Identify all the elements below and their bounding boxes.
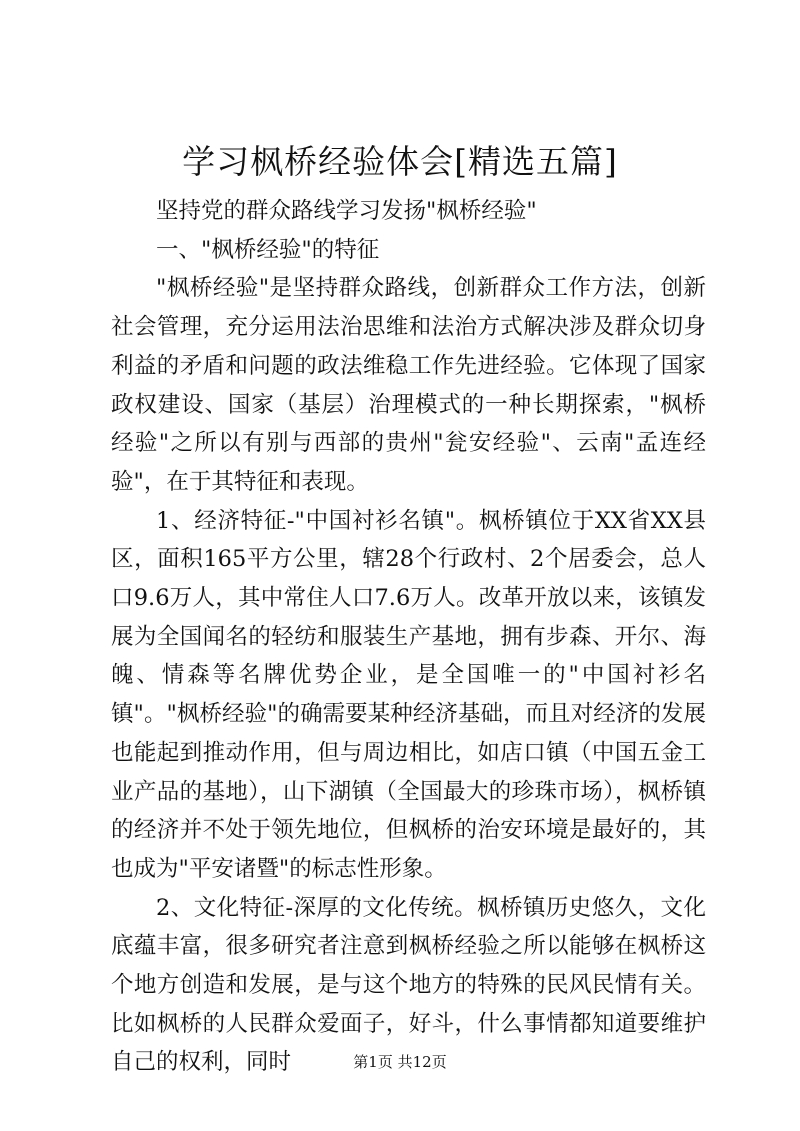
body-paragraph: 2、文化特征-深厚的文化传统。枫桥镇历史悠久，文化底蕴丰富，很多研究者注意到枫桥经验之所以能够在枫桥这个地方创造和发展，是与这个地方的特殊的民风民情有关。比如枫桥的人民群众爱面子，好斗，什么事情都知道要维护自己的权利，同时 xyxy=(111,894,706,1076)
subtitle-paragraph: 坚持党的群众路线学习发扬"枫桥经验" xyxy=(156,198,537,224)
page-number-footer: 第1页 共12页 xyxy=(353,1053,447,1071)
document-title: 学习枫桥经验体会[精选五篇] xyxy=(182,142,618,181)
body-paragraph: "枫桥经验"是坚持群众路线，创新群众工作方法，创新社会管理，充分运用法治思维和法治方式解决涉及群众切身利益的矛盾和问题的政法维稳工作先进经验。它体现了国家政权建设、国家（基层）治理模式的一种长期探索，"枫桥经验"之所以有别与西部的贵州"瓮安经验"、云南"孟连经验"，在于其特征和表现。 xyxy=(111,275,706,495)
section-heading: 一、"枫桥经验"的特征 xyxy=(156,236,380,263)
body-paragraph: 1、经济特征-"中国衬衫名镇"。枫桥镇位于XX省XX县区，面积165平方公里，辖28个行政村、2个居委会，总人口9.6万人，其中常住人口7.6万人。改革开放以来，该镇发展为全国闻名的轻纺和服装生产基地，拥有步森、开尔、海魄、情森等名牌优势企业，是全国唯一的"中国衬衫名镇"。"枫桥经验"的确需要某种经济基础，而且对经济的发展也能起到推动作用，但与周边相比，如店口镇（中国五金工业产品的基地），山下湖镇（全国最大的珍珠市场），枫桥镇的经济并不处于领先地位，但枫桥的治安环境是最好的，其也成为"平安诸暨"的标志性形象。 xyxy=(111,507,706,882)
document-body xyxy=(111,192,706,1082)
